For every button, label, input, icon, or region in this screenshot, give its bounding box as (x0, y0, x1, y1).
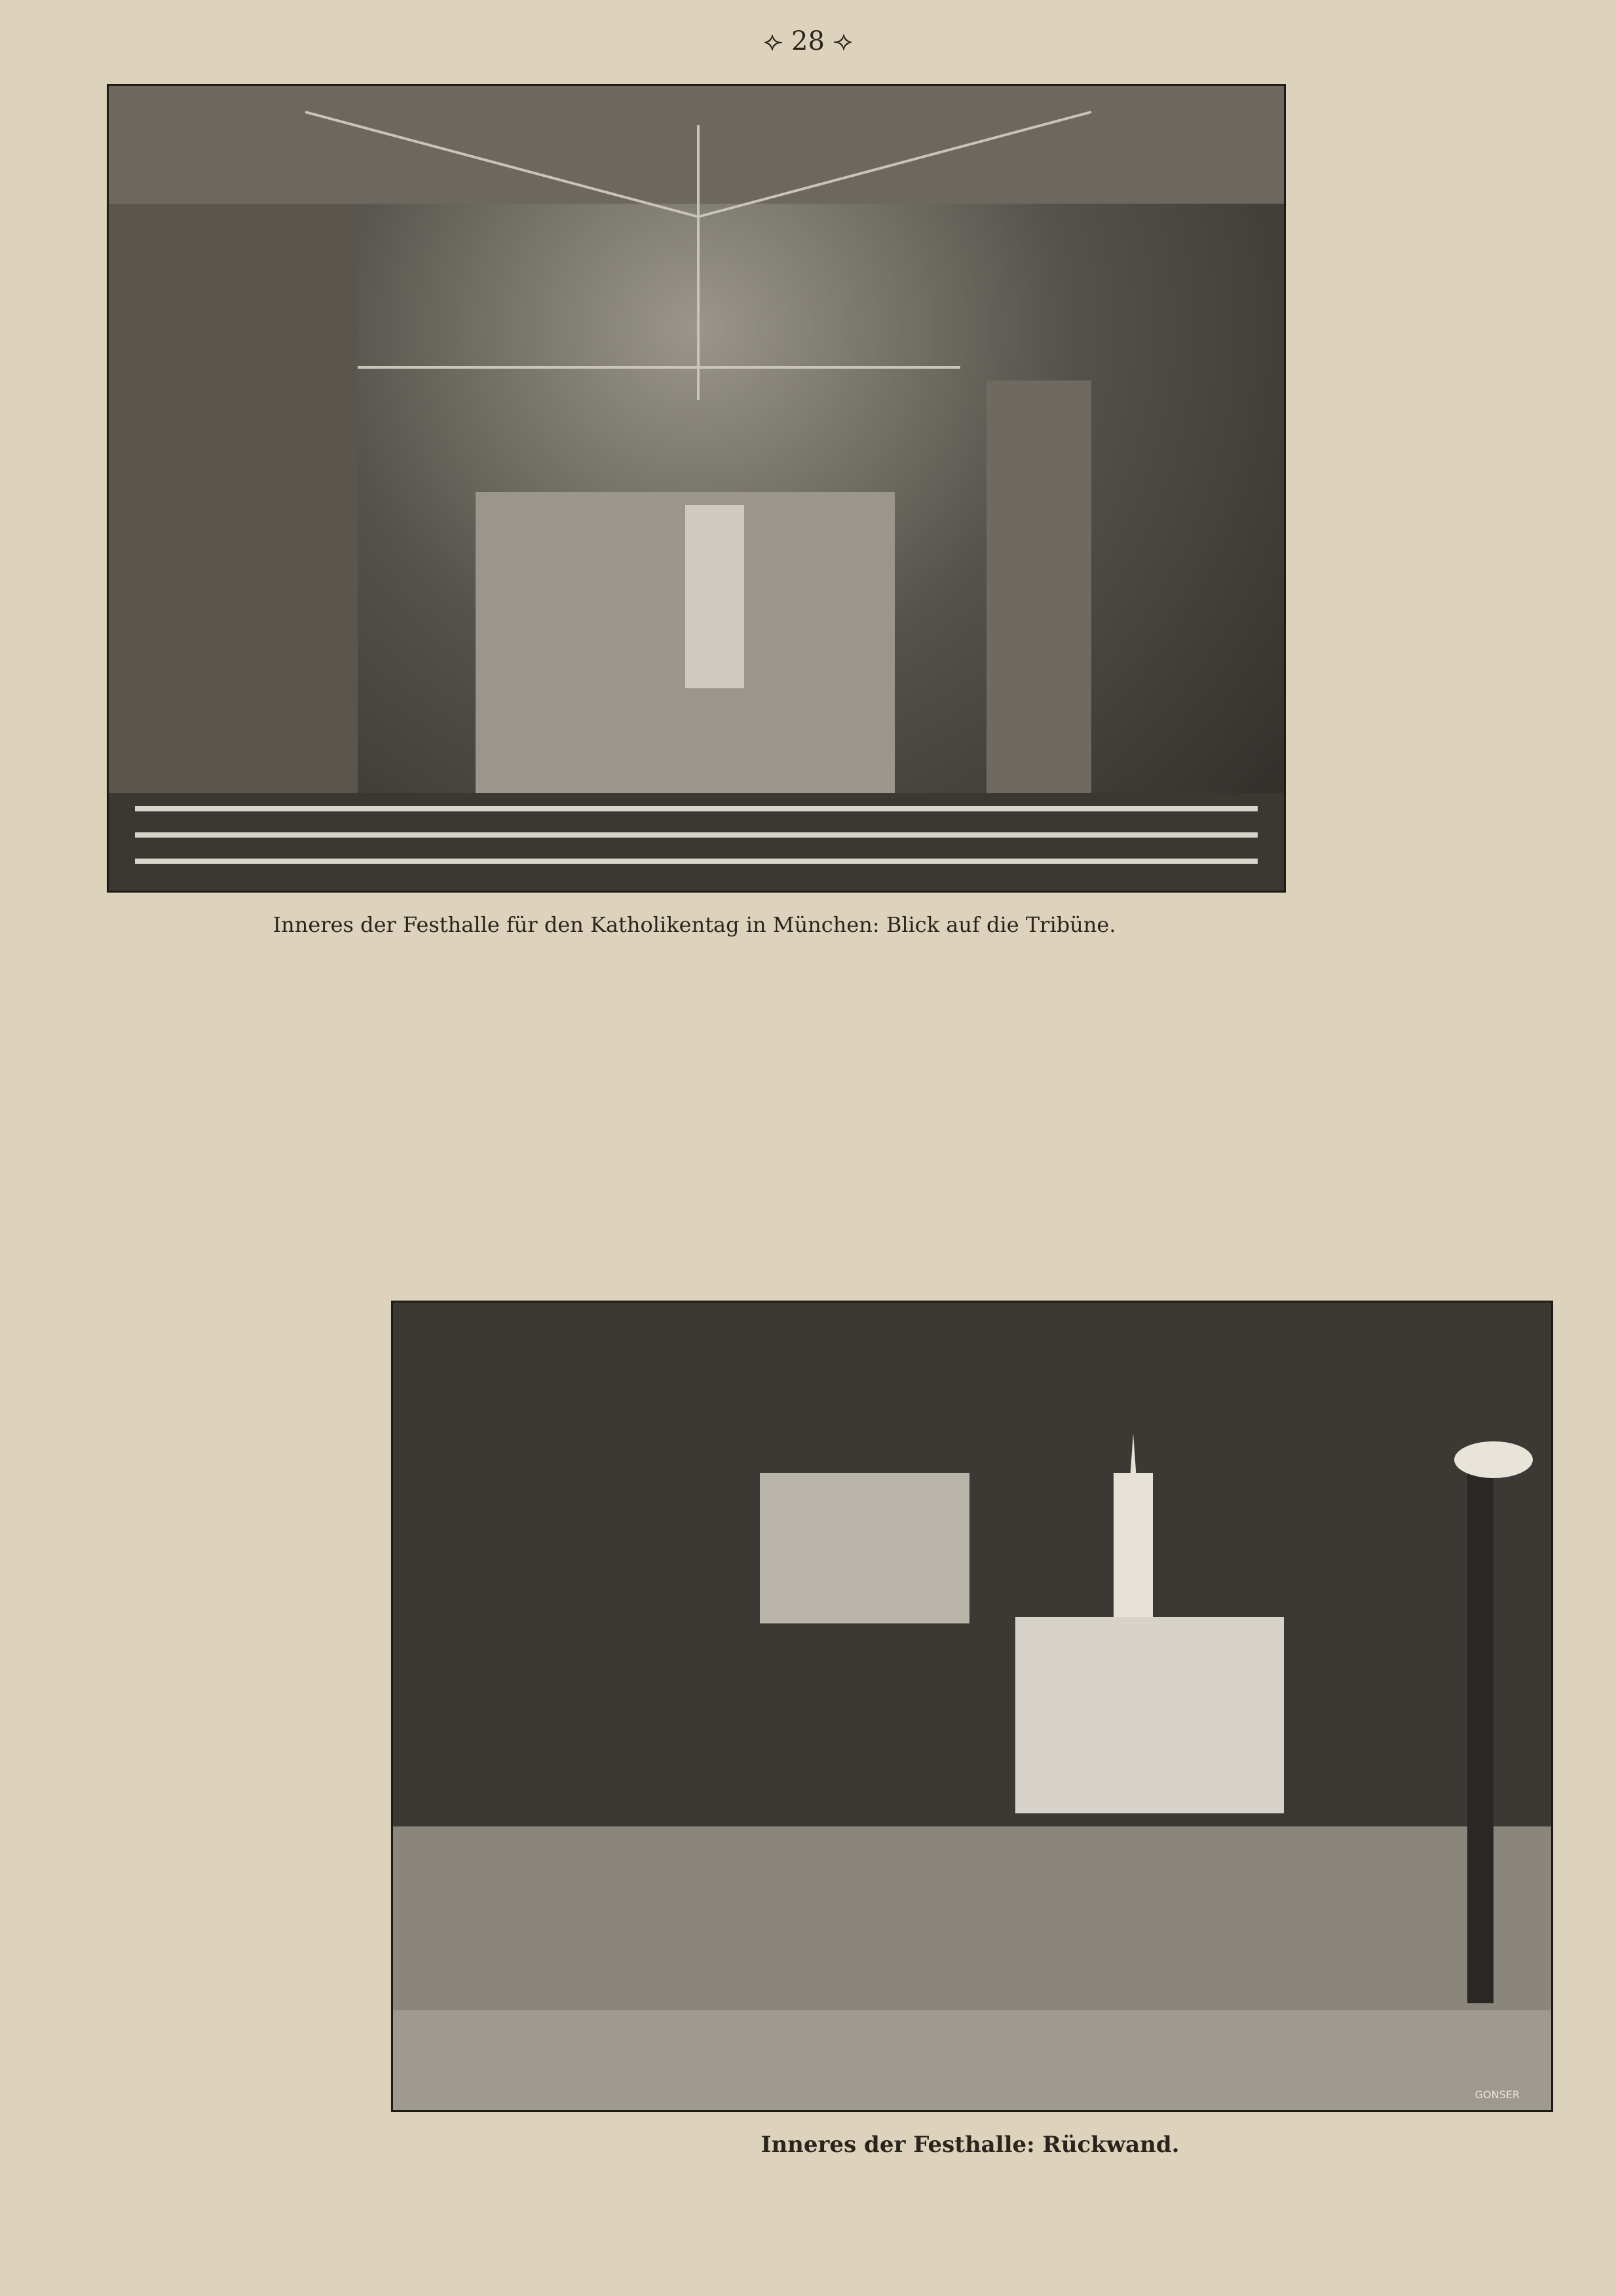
figure-caption-top: Inneres der Festhalle für den Katholikentag in München: Blick auf die Tribüne. (272, 912, 1116, 937)
photo-festhalle-rueckwand (391, 1301, 1553, 2112)
photo-signature: GONSER (1475, 2088, 1520, 2101)
ornament-left-icon: ⟣ (763, 26, 783, 56)
text-column-middle-right (845, 968, 1559, 1250)
text-column-right-top (1323, 92, 1559, 923)
page-number: ⟣ 28 ⟢ (763, 26, 853, 56)
ornament-right-icon: ⟢ (833, 26, 853, 56)
photo-festhalle-tribune (107, 84, 1286, 893)
text-column-bottom-left (102, 1248, 356, 2155)
figure-caption-bottom: Inneres der Festhalle: Rückwand. (761, 2132, 1180, 2158)
text-column-middle-left (102, 968, 812, 1250)
